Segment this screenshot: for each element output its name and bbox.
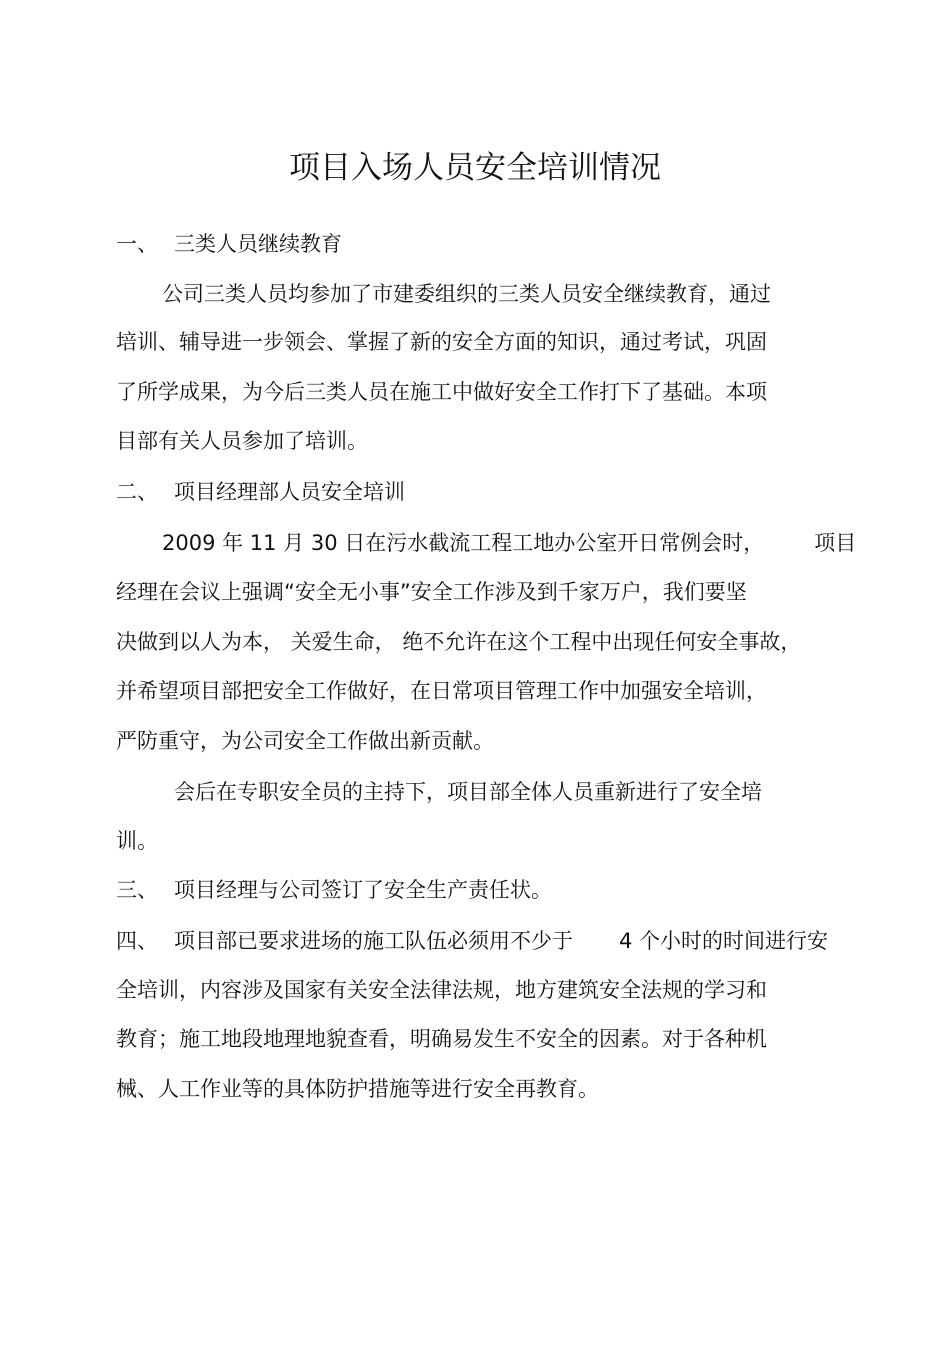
section-2-para-1-line-3: 决做到以人为本， 关爱生命， 绝不允许在这个工程中出现任何安全事故， — [116, 630, 802, 654]
section-1-number: 一、 — [116, 232, 158, 256]
section-2-para-1-line-2: 经理在会议上强调“安全无小事”安全工作涉及到千家万户，我们要坚 — [116, 580, 747, 604]
document-title: 项目入场人员安全培训情况 — [289, 150, 661, 186]
section-2-para-2-line-2: 训。 — [116, 829, 158, 853]
section-2-para-1-line-1-text: 2009 年 11 月 30 日在污水截流工程工地办公室开日常例会时， — [162, 531, 765, 555]
section-4-line-1-text: 项目部已要求进场的施工队伍必须用不少于 — [174, 929, 573, 953]
section-3-title: 项目经理与公司签订了安全生产责任状。 — [174, 878, 552, 902]
section-2-heading — [116, 477, 405, 507]
section-2-para-1-line-5: 严防重守，为公司安全工作做出新贡献。 — [116, 729, 494, 753]
section-2-number: 二、 — [116, 480, 158, 504]
section-4-line-1-end: 4 个小时的时间进行安 — [619, 929, 829, 953]
section-2-para-1-line-1-end: 项目 — [814, 531, 857, 555]
section-1-title: 三类人员继续教育 — [174, 232, 342, 256]
section-2-para-1-line-4: 并希望项目部把安全工作做好，在日常项目管理工作中加强安全培训， — [116, 679, 767, 703]
section-3-heading — [116, 875, 552, 905]
section-4-line-4: 械、人工作业等的具体防护措施等进行安全再教育。 — [116, 1077, 599, 1101]
section-2-para-2-line-1: 会后在专职安全员的主持下，项目部全体人员重新进行了安全培 — [174, 780, 762, 804]
section-1-heading — [116, 229, 342, 259]
section-2-title: 项目经理部人员安全培训 — [174, 480, 405, 504]
section-1-line-4: 目部有关人员参加了培训。 — [116, 429, 368, 453]
section-4-line-2: 全培训，内容涉及国家有关安全法律法规，地方建筑安全法规的学习和 — [116, 978, 767, 1002]
section-1-line-3: 了所学成果，为今后三类人员在施工中做好安全工作打下了基础。本项 — [116, 380, 767, 404]
section-4-line-3: 教育；施工地段地理地貌查看，明确易发生不安全的因素。对于各种机 — [116, 1027, 767, 1051]
section-1-line-1: 公司三类人员均参加了市建委组织的三类人员安全继续教育，通过 — [162, 282, 771, 306]
section-3-number: 三、 — [116, 878, 158, 902]
section-4-line-1 — [116, 926, 828, 956]
section-2-para-1-line-1 — [162, 528, 856, 558]
section-4-number: 四、 — [116, 929, 158, 953]
section-1-line-2: 培训、辅导进一步领会、掌握了新的安全方面的知识，通过考试，巩固 — [116, 330, 767, 354]
